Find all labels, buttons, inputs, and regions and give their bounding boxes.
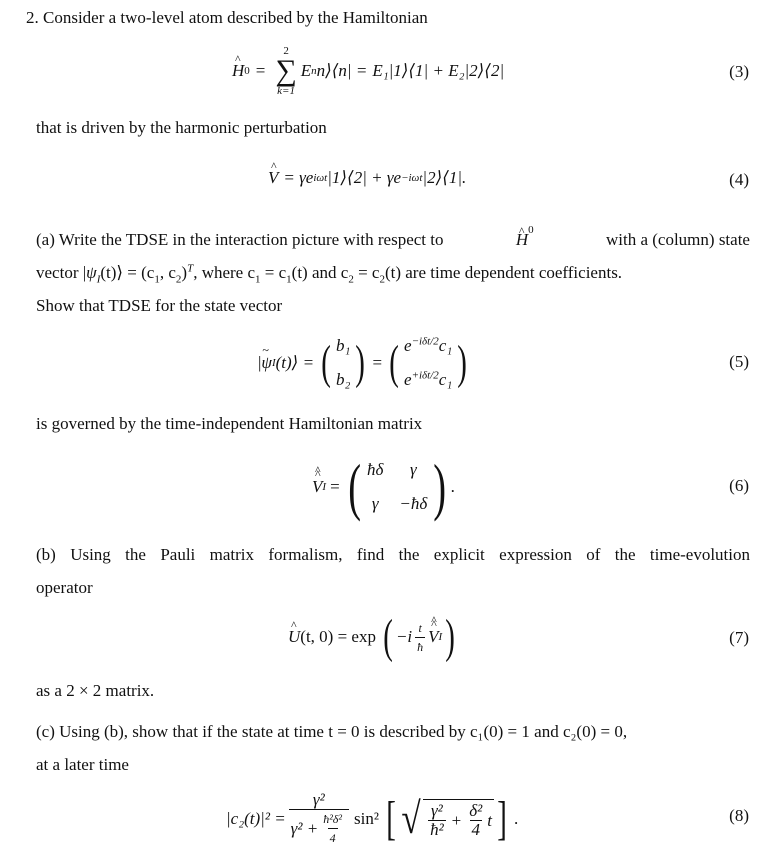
equation-number-5: (5) [729,352,749,371]
part-b-line-1: (b) Using the Pauli matrix formalism, find the explicit expression of the time-evolution [36,545,750,564]
part-a-line-2: vector $|\psi_I(t)⟩ = (c_1$, $c_2)^T$, where $c_1 = c_1(t)$ and $c_2 = c_2(t)$ are time dependent coefficients. [36,262,623,286]
equation-8: |c₂(t)|² = γ² γ² + $\frac{\text{ħ²δ²}}{4}$ sin² [ √ $\frac{\text{γ²}}{\text{ħ²}}$ + $\frac{\text{δ²}}{4}$ t ] . [226,790,519,845]
summation: 2 ∑ k=1 [275,45,297,97]
problem-intro-text: Consider a two-level atom described by the Hamiltonian [43,8,428,27]
hamiltonian-matrix: ħδ γ γ −ħδ [366,460,428,513]
gamma-fraction: γ² γ² + $\frac{\text{ħ²δ²}}{4}$ [289,791,349,847]
equation-4: ^ V = γe iωt |1⟩⟨2| + γe −iωt |2⟩⟨1|. [268,168,466,188]
equation-number-8: (8) [729,806,749,825]
equation-5: | ~ ψ I (t)⟩ = ( b₁ b₂ ) = ( $e^{-i\delta t/2}c_1$ $e^{+i\delta t/2}c_1$ ) [258,330,470,396]
eq3-rhs: E₁|1⟩⟨1| + E₂|2⟩⟨2| [372,61,505,80]
problem-intro [26,8,428,28]
problem-number: 2. [26,8,39,27]
equation-number-3: (3) [729,62,749,81]
vector-b: b₁ b₂ [336,336,351,389]
t-over-hbar: $\frac{t}{ħ}$ [417,620,424,654]
part-c-line-1: (c) Using (b), show that if the state at time t = 0 is described by c₁(0) = 1 and c₂(0) = 0, [36,722,628,741]
equation-number-6: (6) [729,476,749,495]
governed-text: is governed by the time-independent Hamiltonian matrix [36,414,423,433]
part-a-line-1: (a) Write the TDSE in the interaction picture with respect to ^ H 0 with a (column) state [36,230,750,250]
part-a-line-3: Show that TDSE for the state vector [36,296,283,315]
eq3-lhs: ^ H [232,61,244,81]
equation-number-4: (4) [729,170,749,189]
equation-3: ^ H 0 = 2 ∑ k=1 E n n⟩⟨n| = E₁|1⟩⟨1| + E₂|2⟩⟨2| [232,42,504,100]
part-b-line-2: operator [36,578,93,597]
vector-c: $e^{-i\delta t/2}c_1$ $e^{+i\delta t/2}c_1$ [404,335,453,389]
equation-6: ^ V ^ I = ( ħδ γ γ −ħδ ) . [312,452,455,522]
driven-text: that is driven by the harmonic perturbation [36,118,327,137]
part-c-line-2: at a later time [36,755,129,774]
part-b-after: as a 2 × 2 matrix. [36,681,155,700]
equation-number-7: (7) [729,628,749,647]
equation-7: ^ U (t, 0) = exp ( −i $\frac{t}{ħ}$ ^ V ^ I ) [288,612,458,662]
square-root: √ $\frac{\text{γ²}}{\text{ħ²}}$ + $\frac{\text{δ²}}{4}$ t [401,794,492,843]
